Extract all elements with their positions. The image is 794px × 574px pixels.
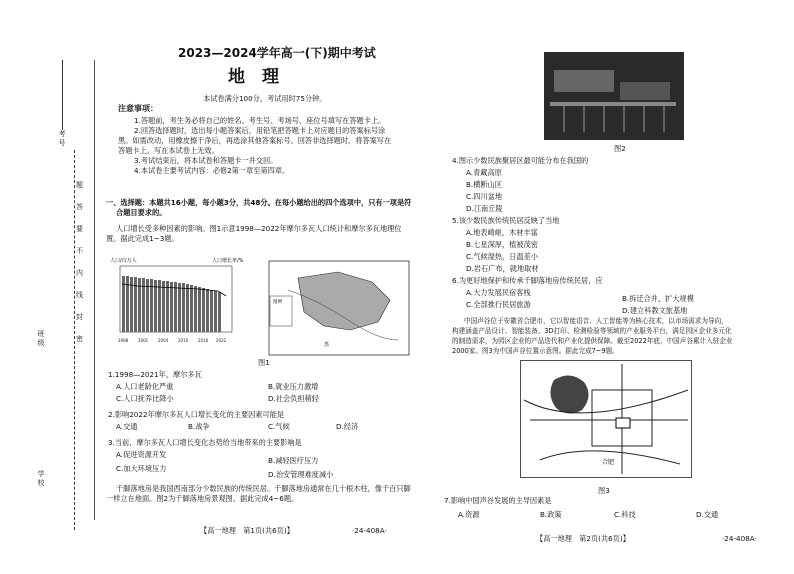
figure-2-caption: 图2 [614, 144, 626, 153]
intro-line: 一样立在地面。图2为千脚落地房景观图。据此完成4~6题。 [106, 494, 299, 503]
q7-option-a[interactable]: A.资源 [458, 510, 480, 519]
notice-line: 黑。如需改动，用橡皮擦干净后，再选涂其他答案标号。回答非选择题时，将答案写在 [118, 136, 392, 145]
seal-tiles [76, 180, 92, 356]
q3-option-c[interactable]: C.加大环境压力 [116, 464, 167, 473]
q6-option-c[interactable]: C.全部推行民居旅游 [466, 300, 531, 309]
q5-option-b[interactable]: B.七星深厚，植被茂密 [466, 240, 538, 249]
intro-q1-3 [106, 224, 402, 244]
population-chart [108, 254, 256, 350]
figure-1-caption: 图1 [258, 358, 270, 367]
svg-text:2010: 2010 [178, 338, 189, 343]
seal-tile: 线 [76, 291, 83, 299]
q6-option-d[interactable]: D.建立科教文旅基地 [622, 306, 688, 315]
chart-left-axis-title: 人口/百万人 [110, 258, 137, 264]
q2-option-a[interactable]: A.交通 [116, 422, 138, 431]
notice-line: 2.回答选择题时，选出每小题答案后，用铅笔把答题卡上对应题目的答案标号涂 [134, 126, 386, 135]
q1-option-b[interactable]: B.就业压力激增 [268, 382, 319, 391]
seal-tile: 不 [76, 247, 83, 255]
left-footer-code: ·24-408A· [352, 526, 387, 535]
class-label: 班级 [37, 330, 45, 348]
seal-tile: 密 [76, 335, 83, 343]
q1-option-c[interactable]: C.人口抚养比降小 [116, 394, 174, 403]
stilt-house-image [544, 52, 684, 140]
map-sea-label: 黑 [324, 342, 330, 348]
voice-valley-marker [616, 418, 630, 428]
q6-option-a[interactable]: A.大力发展民宿客栈 [466, 288, 531, 297]
intro-q4-6 [106, 484, 411, 504]
q1-option-a[interactable]: A.人口老龄化严重 [116, 382, 174, 391]
exam-info: 本试卷满分100分，考试用时75分钟。 [203, 94, 327, 103]
question-7: 7.影响中国声谷发展的主导因素是 [444, 496, 552, 505]
figure-1 [108, 254, 418, 364]
right-footer: 【高一地理 第2页(共6页)】 [536, 534, 630, 543]
figure-3-map [520, 360, 692, 478]
notice-line: 1.答题前，考生务必将自己的姓名、考生号、考场号、座位号填写在答题卡上。 [134, 116, 386, 125]
section-1-line: 合题目要求的。 [116, 208, 167, 217]
seal-tile: 答 [76, 203, 83, 211]
map-legend-title: 图例 [273, 300, 282, 305]
intro-line: 的制造需求，为园区企业的产品迭代和产业化提供保障。截至2022年底，中国声谷累计入驻企业 [452, 337, 733, 345]
q6-option-b[interactable]: B.拆迁合并，扩大规模 [622, 294, 694, 303]
q2-option-d[interactable]: D.经济 [336, 422, 359, 431]
right-footer-code: ·24-408A· [722, 534, 757, 543]
q3-option-b[interactable]: B.减轻医疗压力 [268, 456, 319, 465]
q3-option-a[interactable]: A.促进资源开发 [116, 450, 167, 459]
svg-text:2004: 2004 [158, 338, 169, 343]
question-3: 3.当前，摩尔多瓦人口增长变化态势给当地带来的主要影响是 [108, 438, 302, 447]
figure-3-caption: 图3 [598, 486, 610, 495]
lake-shape [550, 375, 588, 413]
seal-tile: 题 [76, 181, 83, 189]
q4-option-b[interactable]: B.横断山区 [466, 180, 502, 189]
q1-option-d[interactable]: D.社会负担稍轻 [268, 394, 319, 403]
moldova-map [268, 260, 410, 356]
map-city-label: 合肥 [602, 459, 615, 466]
school-label: 学校 [37, 470, 45, 488]
intro-line: 2000家。图3为中国声谷位置示意图。据此完成7~9题。 [452, 347, 619, 355]
q7-option-b[interactable]: B.政策 [540, 510, 562, 519]
svg-text:2016: 2016 [198, 338, 209, 343]
intro-line: 中国声谷位于安徽省合肥市，它以智能语音、人工智能等为核心技术，以市场需求为导向， [464, 317, 728, 325]
q5-option-a[interactable]: A.地表崎岖，木材丰富 [466, 228, 538, 237]
intro-line: 千脚落地房是我国西南部分少数民族的传统民居。千脚落地房通常在几十根木柱，像千百只脚 [116, 484, 411, 493]
exam-title: 2023—2024学年高一(下)期中考试 [178, 46, 376, 60]
question-5: 5.该少数民族传统民居反映了当地 [452, 216, 560, 225]
figure-2-photo [544, 52, 684, 140]
section-1-heading [106, 198, 411, 218]
seal-tile: 要 [76, 225, 83, 233]
chart-x-ticks [118, 338, 227, 343]
subject-title: 地 理 [228, 67, 279, 87]
svg-text:2001: 2001 [138, 338, 149, 343]
q2-option-c[interactable]: C.气候 [268, 422, 290, 431]
q7-option-d[interactable]: D.交通 [696, 510, 719, 519]
seal-tile: 内 [76, 269, 83, 277]
seal-tile: 封 [76, 313, 83, 321]
notice-list [118, 116, 392, 176]
intro-line: 人口增长受多种因素的影响。图1示意1998—2022年摩尔多瓦人口统计和摩尔多瓦地理位 [116, 224, 402, 233]
q5-option-d[interactable]: D.岩石广布，就地取材 [466, 264, 539, 273]
notice-line: 4.本试卷主要考试内容：必修2第一章至第四章。 [134, 166, 290, 175]
left-footer: 【高一地理 第1页(共6页)】 [200, 526, 294, 535]
svg-text:2022: 2022 [216, 338, 227, 343]
question-4: 4.图示少数民族聚居区最可能分布在我国的 [452, 156, 589, 165]
exam-number-label: 考号 [58, 130, 66, 148]
notice-heading: 注意事项： [118, 104, 158, 113]
question-1: 1.1998—2021年，摩尔多瓦 [108, 370, 202, 379]
section-1-line: 一、选择题：本题共16小题，每小题3分，共48分。在每小题给出的四个选项中，只有一项是符 [106, 198, 412, 207]
q4-option-c[interactable]: C.四川盆地 [466, 192, 503, 201]
chart-bars [122, 276, 221, 332]
q3-option-d[interactable]: D.治安管理难度减小 [268, 470, 334, 479]
q4-option-a[interactable]: A.青藏高原 [466, 168, 502, 177]
svg-text:1998: 1998 [118, 338, 129, 343]
question-6: 6.为更好地保护和传承千脚落地房传统民居，应 [452, 276, 603, 285]
q4-option-d[interactable]: D.江南丘陵 [466, 204, 503, 213]
question-2: 2.影响2022年摩尔多瓦人口增长变化的主要因素可能是 [108, 410, 285, 419]
q7-option-c[interactable]: C.科技 [614, 510, 636, 519]
intro-q7-9 [452, 316, 782, 356]
intro-line: 置。据此完成1~3题。 [106, 234, 179, 243]
q5-option-c[interactable]: C.气候湿热，日温差小 [466, 252, 538, 261]
q2-option-b[interactable]: B.战争 [188, 422, 210, 431]
exam-number-line [62, 60, 63, 130]
notice-line: 3.考试结束后，将本试卷和答题卡一并交回。 [134, 156, 278, 165]
hefei-map [520, 360, 692, 478]
intro-line: 构建涵盖产品设计、智能装备、3D打印、检测检验等领域的产业服务平台，满足园区企业多元化 [452, 327, 732, 335]
seal-line-inner [94, 60, 95, 520]
binding-strip [0, 0, 100, 574]
seal-line-outer [74, 150, 75, 530]
chart-right-axis-title: 人口增长率/% [212, 258, 244, 264]
notice-line: 答题卡上。写在本试卷上无效。 [118, 146, 219, 155]
